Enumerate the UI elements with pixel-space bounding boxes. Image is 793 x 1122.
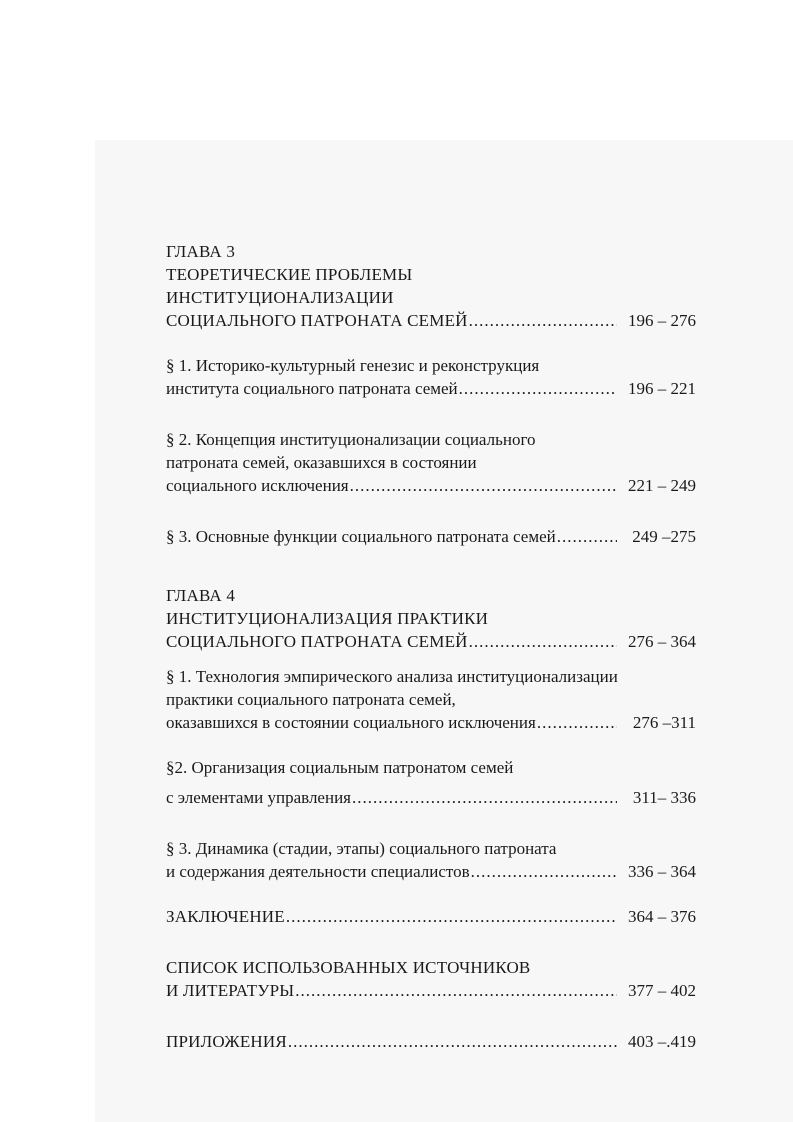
section-title-line: § 1. Технология эмпирического анализа институционализации [166,667,618,686]
section-title-last: института социального патроната семей [166,379,458,398]
chapter-4-pages: 276 – 364 [628,632,696,651]
section-pages: 249 –275 [632,527,696,546]
section-title-line: § 2. Концепция институционализации социального [166,430,536,449]
chapter-4-section-1[interactable] [166,665,696,734]
section-title-last: и содержания деятельности специалистов [166,862,470,881]
section-pages: 276 –311 [632,713,696,732]
leader-dots [537,711,617,734]
section-title-last: с элементами управления [166,788,351,807]
bibliography-pages: 377 – 402 [628,981,696,1000]
chapter-4-section-3[interactable] [166,837,696,883]
chapter-3-title-last: СОЦИАЛЬНОГО ПАТРОНАТА СЕМЕЙ [166,311,468,330]
section-title-line: практики социального патроната семей, [166,690,456,709]
section-title-last: § 3. Основные функции социального патроната семей [166,527,556,546]
leader-dots [469,630,617,653]
chapter-4-title-last: СОЦИАЛЬНОГО ПАТРОНАТА СЕМЕЙ [166,632,468,651]
bibliography-title-line: СПИСОК ИСПОЛЬЗОВАННЫХ ИСТОЧНИКОВ [166,958,531,977]
leader-dots [557,525,617,548]
conclusion-entry[interactable] [166,905,696,928]
table-of-contents [166,240,696,1053]
section-title-last: оказавшихся в состоянии социального исключения [166,713,536,732]
chapter-4 [166,584,696,883]
chapter-3-section-2[interactable] [166,428,696,497]
section-title-line: § 1. Историко-культурный генезис и реконструкция [166,356,540,375]
section-title-line: патроната семей, оказавшихся в состоянии [166,453,477,472]
section-pages: 311– 336 [632,788,696,807]
leader-dots [295,979,617,1002]
leader-dots [471,860,617,883]
section-title-line: § 3. Динамика (стадии, этапы) социального патроната [166,839,557,858]
chapter-4-label: ГЛАВА 4 [166,586,236,605]
chapter-4-section-2[interactable] [166,756,696,809]
section-pages: 336 – 364 [628,862,696,881]
conclusion-pages: 364 – 376 [628,907,696,926]
conclusion-title: ЗАКЛЮЧЕНИЕ [166,907,285,926]
appendices-pages: 403 –.419 [628,1032,696,1051]
leader-dots [459,377,617,400]
bibliography-entry[interactable] [166,956,696,1002]
section-pages: 196 – 221 [628,379,696,398]
chapter-3-section-3[interactable] [166,525,696,548]
leader-dots [469,309,617,332]
section-title-last: социального исключения [166,476,349,495]
leader-dots [350,474,617,497]
appendices-entry[interactable] [166,1030,696,1053]
chapter-3-title-entry[interactable] [166,309,696,332]
leader-dots [352,786,617,809]
leader-dots [286,905,617,928]
leader-dots [288,1030,617,1053]
chapter-4-title-line-1: ИНСТИТУЦИОНАЛИЗАЦИЯ ПРАКТИКИ [166,609,489,628]
chapter-3-label: ГЛАВА 3 [166,242,236,261]
chapter-3 [166,240,696,548]
appendices-title: ПРИЛОЖЕНИЯ [166,1032,287,1051]
chapter-3-title-line-1: ТЕОРЕТИЧЕСКИЕ ПРОБЛЕМЫ [166,265,413,284]
section-pages: 221 – 249 [628,476,696,495]
chapter-3-title-line-2: ИНСТИТУЦИОНАЛИЗАЦИИ [166,288,394,307]
bibliography-title-last: И ЛИТЕРАТУРЫ [166,981,295,1000]
chapter-3-pages: 196 – 276 [628,311,696,330]
chapter-3-section-1[interactable] [166,354,696,400]
section-title-line: §2. Организация социальным патронатом семей [166,758,514,777]
chapter-4-title-entry[interactable] [166,630,696,653]
